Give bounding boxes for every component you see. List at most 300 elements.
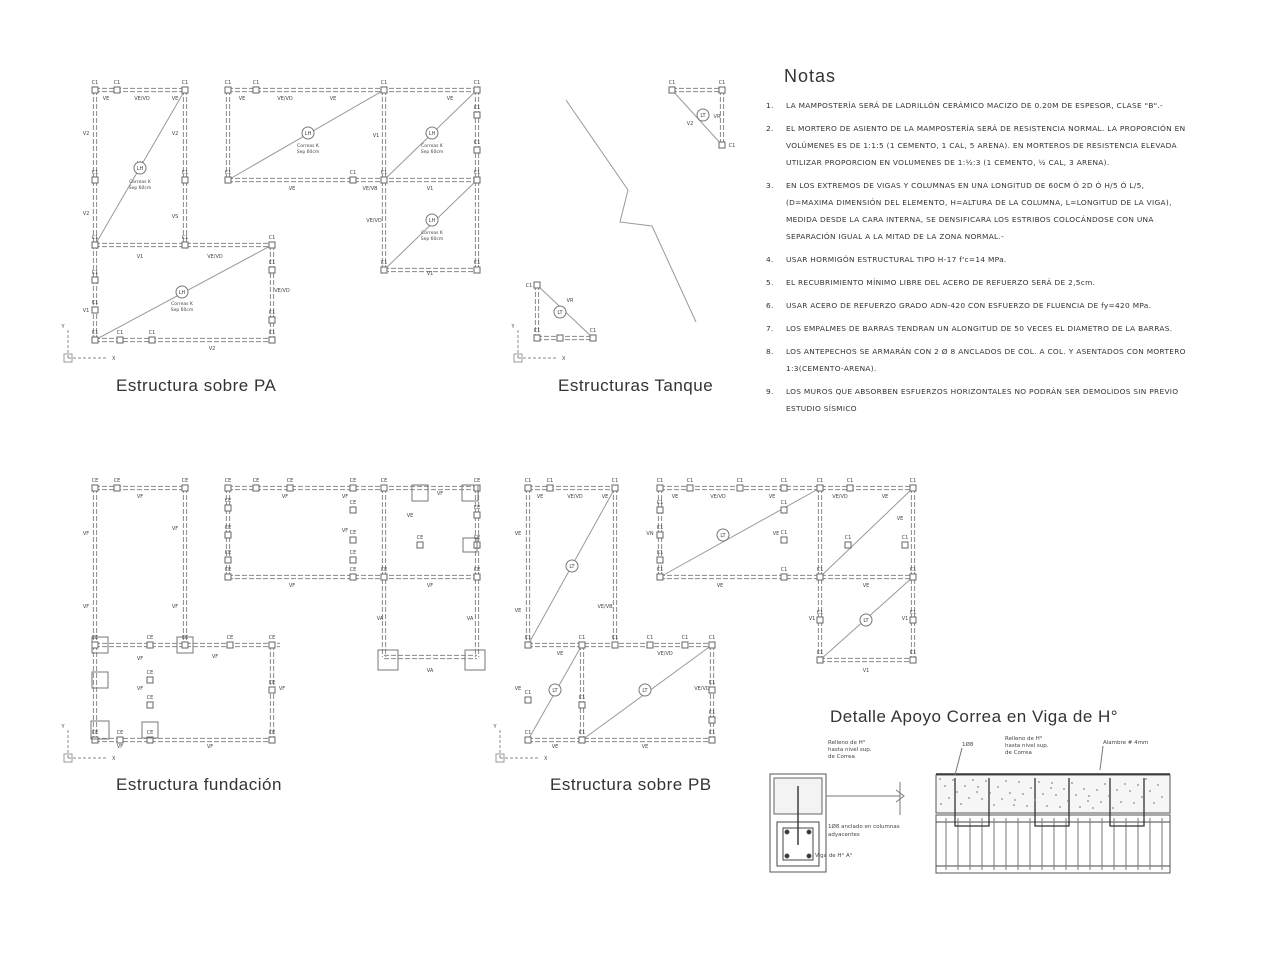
plan-label: LH	[136, 166, 144, 172]
column-marker	[910, 657, 916, 663]
column-marker	[381, 485, 387, 491]
plan-label: CE	[224, 525, 232, 531]
plan-label: VS	[171, 214, 179, 220]
plan-label: LT	[557, 310, 563, 316]
column-marker	[182, 642, 188, 648]
aggregate-dot	[1071, 782, 1073, 784]
aggregate-dot	[1055, 794, 1057, 796]
plan-label: CE	[224, 567, 232, 573]
plan-label: C1	[846, 478, 854, 484]
column-marker	[687, 485, 693, 491]
column-marker	[253, 485, 259, 491]
aggregate-dot	[993, 804, 995, 806]
plan-label: CE	[146, 635, 154, 641]
aggregate-dot	[1087, 800, 1089, 802]
plan-label: C1	[578, 730, 586, 736]
plan-label: C1	[681, 635, 689, 641]
plan-label: C1	[148, 330, 156, 336]
plan-label: C1	[546, 478, 554, 484]
title-estructuras-tanque: Estructuras Tanque	[558, 376, 714, 395]
break-line	[566, 100, 696, 322]
column-marker	[534, 335, 540, 341]
plan-label: CE	[473, 478, 481, 484]
aggregate-dot	[1141, 796, 1143, 798]
column-marker	[269, 337, 275, 343]
slab-diagonal	[820, 488, 913, 577]
column-marker	[269, 737, 275, 743]
aggregate-dot	[1009, 792, 1011, 794]
plan-label: Correas K	[129, 180, 151, 185]
plan-label: VF	[341, 494, 349, 500]
plan-label: VF	[288, 583, 296, 589]
plan-label: CE	[286, 478, 294, 484]
column-marker	[474, 512, 480, 518]
footing-marker	[412, 485, 428, 501]
plan-label: C1	[473, 140, 481, 146]
plan-label: VR	[566, 298, 574, 304]
note-item	[766, 297, 1186, 314]
plan-label: C1	[816, 567, 824, 573]
note-text: LOS ANTEPECHOS SE ARMARÁN CON 2 Ø 8 ANCLADOS DE COL. A COL. Y ASENTADOS CON MORTERO 1:3(CEMENTO-ARENA).	[786, 347, 1186, 373]
column-marker	[147, 642, 153, 648]
column-marker	[657, 557, 663, 563]
note-number: 2.	[766, 124, 774, 133]
plan-label: Sep 60cm	[170, 308, 194, 313]
rebar-dot	[807, 830, 811, 834]
plan-label: Correas K	[171, 302, 193, 307]
column-marker	[350, 537, 356, 543]
plan-label: VF	[278, 686, 286, 692]
plan-label: C1	[728, 143, 736, 149]
plan-label: C1	[473, 105, 481, 111]
column-marker	[534, 282, 540, 288]
detail-label: 1Ø8	[962, 742, 974, 748]
plan-label: V1	[862, 668, 870, 674]
plan-label: CE	[380, 567, 388, 573]
plan-label: VE	[171, 96, 179, 102]
column-marker	[737, 485, 743, 491]
plan-label: C1	[380, 260, 388, 266]
aggregate-dot	[944, 785, 946, 787]
plan-label: VE/VD	[567, 494, 583, 500]
column-marker	[225, 574, 231, 580]
column-marker	[845, 542, 851, 548]
plan-label: LH	[304, 131, 312, 137]
column-marker	[253, 87, 259, 93]
detail-label: de Correa	[828, 754, 855, 760]
plan-label: VE	[514, 531, 522, 537]
aggregate-dot	[1079, 806, 1081, 808]
plan-label: V1	[808, 616, 816, 622]
column-marker	[147, 677, 153, 683]
rebar-dot	[785, 854, 789, 858]
plan-label: Y	[511, 324, 515, 330]
column-marker	[612, 485, 618, 491]
plan-label: VF	[206, 744, 214, 750]
plan-label: VF	[136, 686, 144, 692]
plan-label: C1	[91, 235, 99, 241]
column-marker	[817, 617, 823, 623]
plan-label: CE	[268, 635, 276, 641]
plan-label: VF	[136, 494, 144, 500]
plan-label: CE	[349, 550, 357, 556]
plan-label: VE/VD	[277, 96, 293, 102]
note-number: 1.	[766, 101, 774, 110]
slab-diagonal	[660, 488, 820, 577]
plan-label: C1	[578, 695, 586, 701]
plan-label: LT	[569, 564, 575, 570]
plan-label: VF	[136, 656, 144, 662]
plan-label: VE/VD	[832, 494, 848, 500]
plan-label: Correas K	[421, 231, 443, 236]
plan-label: C1	[708, 680, 716, 686]
column-marker	[269, 267, 275, 273]
aggregate-dot	[1014, 799, 1016, 801]
column-marker	[590, 335, 596, 341]
aggregate-dot	[960, 803, 962, 805]
column-marker	[227, 642, 233, 648]
column-marker	[579, 737, 585, 743]
plan-label: VA	[376, 616, 384, 622]
plan-label: LT	[700, 113, 706, 119]
column-marker	[182, 485, 188, 491]
plan-label: VF	[82, 531, 90, 537]
note-number: 9.	[766, 387, 774, 396]
plan-label: Sep 60cm	[128, 186, 152, 191]
plan-label: VE	[671, 494, 679, 500]
note-number: 5.	[766, 278, 774, 287]
plan-label: Sep 60cm	[420, 150, 444, 155]
column-marker	[114, 485, 120, 491]
footing-marker	[92, 672, 108, 688]
aggregate-dot	[1145, 778, 1147, 780]
aggregate-dot	[1129, 790, 1131, 792]
column-marker	[781, 537, 787, 543]
plan-label: CE	[268, 680, 276, 686]
detail-label: 1Ø8 anclado en columnas	[828, 824, 900, 830]
column-marker	[350, 557, 356, 563]
plan-label: V2	[171, 131, 179, 137]
aggregate-dot	[1161, 796, 1163, 798]
note-text: USAR ACERO DE REFUERZO GRADO ADN-420 CON ESFUERZO DE FLUENCIA DE fy=420 MPa.	[786, 301, 1152, 310]
column-marker	[910, 617, 916, 623]
aggregate-dot	[952, 779, 954, 781]
column-marker	[612, 642, 618, 648]
aggregate-dot	[1133, 802, 1135, 804]
column-marker	[709, 642, 715, 648]
note-text: USAR HORMIGÓN ESTRUCTURAL TIPO H-17 f'c=14 MPa.	[786, 255, 1007, 264]
plan-label: VF	[82, 604, 90, 610]
note-item	[766, 97, 1186, 114]
column-marker	[381, 177, 387, 183]
notes-panel	[766, 66, 1186, 423]
aggregate-dot	[981, 798, 983, 800]
plan-label: V1	[901, 616, 909, 622]
column-marker	[182, 87, 188, 93]
plan-label: C1	[91, 300, 99, 306]
column-marker	[92, 485, 98, 491]
column-marker	[474, 147, 480, 153]
detail-label: Alambre # 4mm	[1103, 740, 1149, 746]
column-marker	[647, 642, 653, 648]
aggregate-dot	[1005, 780, 1007, 782]
plan-label: CE	[224, 478, 232, 484]
detail-label: Viga de H° A°	[815, 853, 853, 859]
title-estructura-fundacion: Estructura fundación	[116, 775, 282, 794]
plan-label: V2	[82, 131, 90, 137]
plan-label: C1	[844, 535, 852, 541]
detail-label: hasta nivel sup.	[828, 747, 872, 753]
plan-label: C1	[181, 235, 189, 241]
column-marker	[719, 142, 725, 148]
notes-list	[766, 97, 1186, 417]
aggregate-dot	[1116, 789, 1118, 791]
aggregate-dot	[1100, 801, 1102, 803]
column-marker	[117, 737, 123, 743]
plan-label: VE	[896, 516, 904, 522]
plan-label: VF	[211, 654, 219, 660]
plan-label: VE/VD	[207, 254, 223, 260]
plan-label: Sep 60cm	[420, 237, 444, 242]
note-item	[766, 383, 1186, 417]
plan-label: C1	[589, 328, 597, 334]
column-marker	[269, 687, 275, 693]
plan-label: CE	[252, 478, 260, 484]
plan-label: V1	[82, 308, 90, 314]
plan-label: C1	[349, 170, 357, 176]
plan-label: CE	[224, 498, 232, 504]
aggregate-dot	[1092, 807, 1094, 809]
plan-label: C1	[816, 650, 824, 656]
plan-label: C1	[780, 567, 788, 573]
column-marker	[847, 485, 853, 491]
plan-label: C1	[909, 567, 917, 573]
column-marker	[474, 112, 480, 118]
aggregate-dot	[977, 786, 979, 788]
column-marker	[657, 507, 663, 513]
plan-label: Correas K	[421, 144, 443, 149]
plan-label: VE	[862, 583, 870, 589]
plan-label: C1	[780, 530, 788, 536]
column-marker	[225, 505, 231, 511]
plan-label: C1	[668, 80, 676, 86]
plan-label: VE/VD	[134, 96, 150, 102]
column-marker	[474, 177, 480, 183]
column-marker	[525, 485, 531, 491]
fill-band	[936, 775, 1170, 813]
column-marker	[474, 574, 480, 580]
plan-label: C1	[708, 730, 716, 736]
plan-label: X	[562, 356, 566, 362]
plan-label: CE	[349, 567, 357, 573]
plan-label: C1	[252, 80, 260, 86]
aggregate-dot	[1026, 805, 1028, 807]
plan-label: VR	[713, 114, 721, 120]
plan-label: C1	[611, 478, 619, 484]
column-marker	[781, 507, 787, 513]
column-marker	[269, 642, 275, 648]
plan-label: VF	[171, 604, 179, 610]
detail-label: hasta nivel sup.	[1005, 743, 1049, 749]
aggregate-dot	[1038, 781, 1040, 783]
plan-label: VE	[329, 96, 337, 102]
plan-label: CE	[380, 478, 388, 484]
column-marker	[225, 177, 231, 183]
note-number: 7.	[766, 324, 774, 333]
detail-label: Relleno de H°	[828, 740, 866, 746]
plan-label: VE	[514, 608, 522, 614]
column-marker	[92, 737, 98, 743]
plan-label: C1	[181, 170, 189, 176]
column-marker	[381, 574, 387, 580]
column-marker	[92, 87, 98, 93]
plan-label: VE	[556, 651, 564, 657]
plan-label: C1	[268, 310, 276, 316]
aggregate-dot	[1083, 788, 1085, 790]
plan-label: VE/VD	[366, 218, 382, 224]
plan-label: VF	[341, 528, 349, 534]
aggregate-dot	[1059, 806, 1061, 808]
detail-label: Relleno de H°	[1005, 736, 1043, 742]
plan-label: C1	[708, 635, 716, 641]
title-detalle-apoyo: Detalle Apoyo Correa en Viga de H°	[830, 707, 1119, 726]
plan-label: CE	[268, 730, 276, 736]
aggregate-dot	[997, 786, 999, 788]
aggregate-dot	[1034, 799, 1036, 801]
plan-label: C1	[224, 170, 232, 176]
aggregate-dot	[1051, 782, 1053, 784]
plan-label: C1	[901, 535, 909, 541]
note-item	[766, 251, 1186, 268]
plan-label: VF	[436, 491, 444, 497]
plan-label: C1	[91, 80, 99, 86]
plan-label: CE	[349, 500, 357, 506]
leader-line	[955, 748, 962, 775]
plan-label: C1	[473, 170, 481, 176]
plan-label: CE	[113, 478, 121, 484]
aggregate-dot	[1030, 787, 1032, 789]
plan-label: C1	[113, 80, 121, 86]
column-marker	[657, 574, 663, 580]
aggregate-dot	[1075, 794, 1077, 796]
note-item	[766, 320, 1186, 337]
plan-label: CE	[416, 535, 424, 541]
aggregate-dot	[1001, 798, 1003, 800]
plan-label: Correas K	[297, 144, 319, 149]
plan-label: X	[112, 756, 116, 762]
note-text: LOS MUROS QUE ABSORBEN ESFUERZOS HORIZONTALES NO PODRÁN SER DEMOLIDOS SIN PREVIO ESTUDIO SÍSMICO	[786, 387, 1179, 413]
aggregate-dot	[1013, 804, 1015, 806]
aggregate-dot	[940, 803, 942, 805]
title-estructura-pb: Estructura sobre PB	[550, 775, 712, 794]
plan-label: C1	[686, 478, 694, 484]
plan-label: C1	[116, 330, 124, 336]
plan-label: VE	[446, 96, 454, 102]
aggregate-dot	[989, 792, 991, 794]
plan-label: VA	[466, 616, 474, 622]
support-detail-drawing	[770, 736, 1170, 873]
aggregate-dot	[956, 791, 958, 793]
plan-label: C1	[91, 270, 99, 276]
plan-label: CE	[473, 535, 481, 541]
column-marker	[474, 267, 480, 273]
plan-label: VE	[551, 744, 559, 750]
plan-label: V2	[208, 346, 216, 352]
plan-label: X	[544, 756, 548, 762]
column-marker	[525, 737, 531, 743]
column-marker	[269, 242, 275, 248]
aggregate-dot	[1149, 790, 1151, 792]
plan-label: VE	[601, 494, 609, 500]
aggregate-dot	[1137, 784, 1139, 786]
detail-label: de Correa	[1005, 750, 1032, 756]
plan-label: CE	[91, 635, 99, 641]
column-marker	[669, 87, 675, 93]
plan-label: VE	[514, 686, 522, 692]
column-marker	[579, 642, 585, 648]
aggregate-dot	[1050, 787, 1052, 789]
column-marker	[817, 485, 823, 491]
plan-label: LH	[428, 218, 436, 224]
plan-label: C1	[718, 80, 726, 86]
column-marker	[657, 532, 663, 538]
column-marker	[269, 317, 275, 323]
plan-label: C1	[224, 80, 232, 86]
plan-label: CE	[349, 530, 357, 536]
note-text: LA MAMPOSTERÍA SERÁ DE LADRILLÓN CERÁMICO MACIZO DE 0.20M DE ESPESOR, CLASE "B".-	[786, 101, 1164, 110]
column-marker	[182, 242, 188, 248]
plan-label: C1	[91, 170, 99, 176]
aggregate-dot	[972, 779, 974, 781]
column-marker	[381, 267, 387, 273]
column-marker	[117, 337, 123, 343]
aggregate-dot	[948, 797, 950, 799]
column-marker	[525, 642, 531, 648]
column-marker	[92, 177, 98, 183]
plan-label: C1	[268, 330, 276, 336]
plan-label: C1	[524, 478, 532, 484]
note-item	[766, 343, 1186, 377]
plan-label: V2	[82, 211, 90, 217]
aggregate-dot	[1067, 800, 1069, 802]
plan-label: C1	[909, 478, 917, 484]
plan-label: VE	[716, 583, 724, 589]
plan-label: CE	[146, 695, 154, 701]
note-item	[766, 177, 1186, 245]
column-marker	[781, 574, 787, 580]
note-number: 6.	[766, 301, 774, 310]
plan-label: VE/VB	[362, 186, 378, 192]
plan-label: VE/VD	[710, 494, 726, 500]
plan-label: VE	[406, 513, 414, 519]
note-text: EL MORTERO DE ASIENTO DE LA MAMPOSTERÍA SERÁ DE RESISTENCIA NORMAL. LA PROPORCIÓN EN VOLÚMENES ES DE 1:1:5 (1 CEMENTO, 1 CAL, 5 ARENA). EN MORTEROS DE RESISTENCIA ELEVADA UTILIZAR PROPORCION EN VOLUMENES DE 1:½:3 (1 CEMENTO, ½ CAL, 3 ARENA).	[786, 124, 1186, 167]
plan-label: C1	[91, 330, 99, 336]
plan-label: CE	[224, 550, 232, 556]
column-marker	[225, 87, 231, 93]
plan-label: VF	[171, 526, 179, 532]
note-text: EL RECUBRIMIENTO MÍNIMO LIBRE DEL ACERO DE REFUERZO SERÁ DE 2,5cm.	[786, 278, 1096, 287]
aggregate-dot	[1124, 783, 1126, 785]
footing-marker	[378, 650, 398, 670]
column-marker	[287, 485, 293, 491]
plan-label: CE	[473, 567, 481, 573]
column-marker	[781, 485, 787, 491]
plan-label: X	[112, 356, 116, 362]
column-marker	[92, 642, 98, 648]
title-estructura-pa: Estructura sobre PA	[116, 376, 277, 395]
plan-label: CE	[226, 635, 234, 641]
detail-label: adyacentes	[828, 832, 860, 838]
